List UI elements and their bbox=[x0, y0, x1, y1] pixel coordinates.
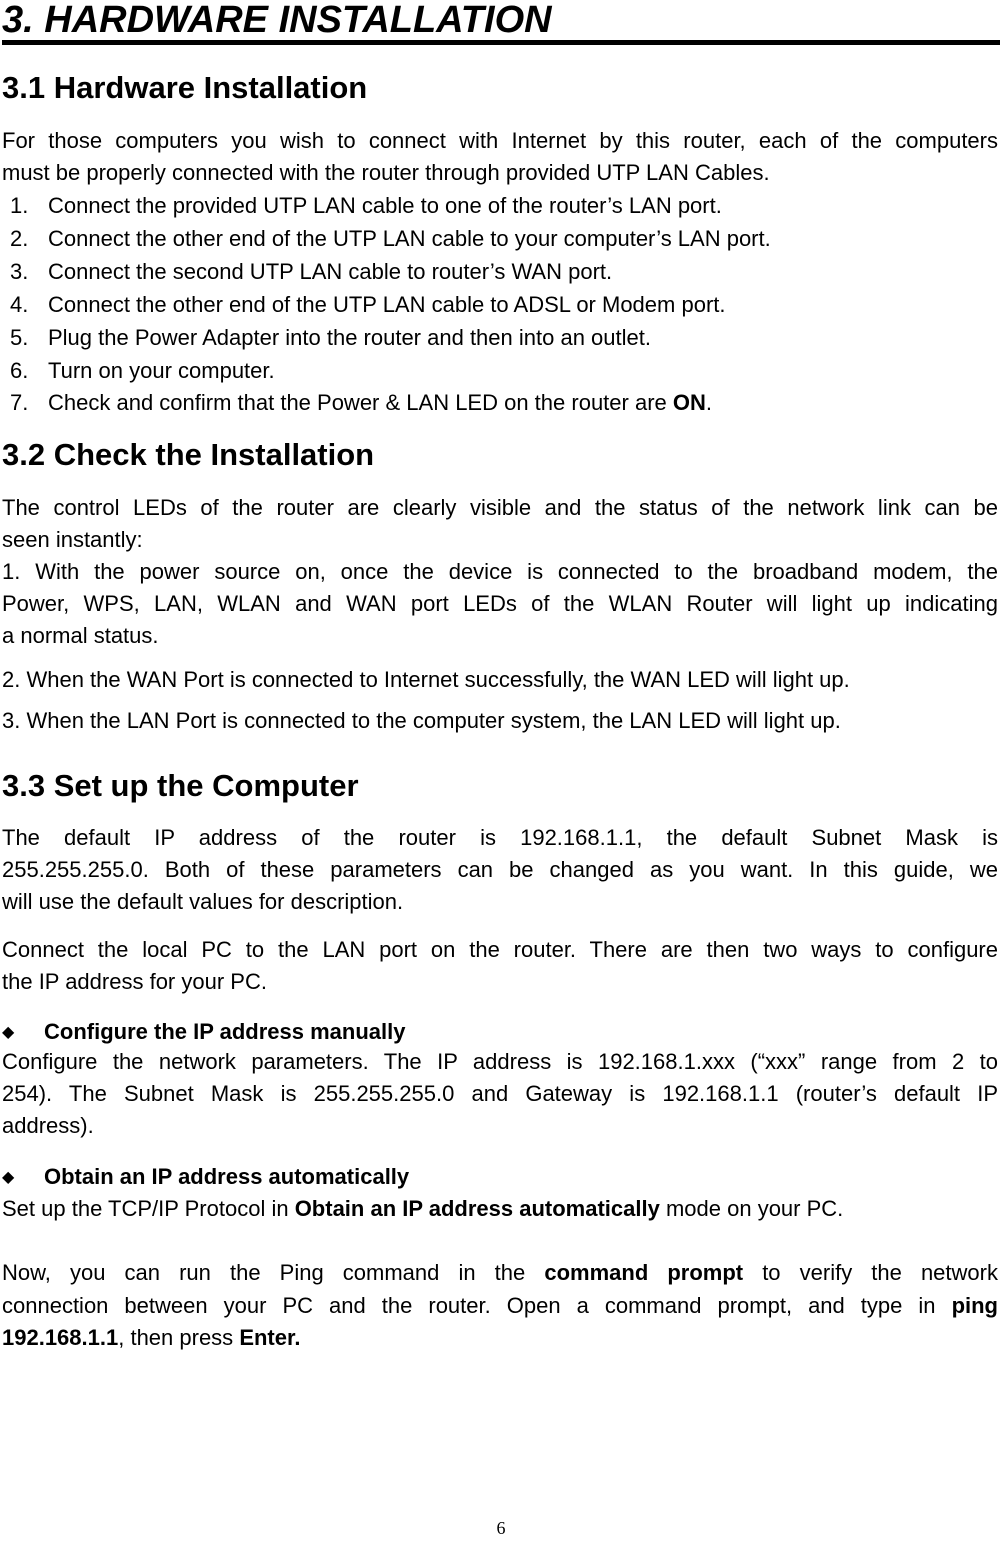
s33-p1-line1: The default IP address of the router is 192.168.1.1, the default Subnet Mask is bbox=[2, 825, 998, 850]
step-item: 2. Connect the other end of the UTP LAN cable to your computer’s LAN port. bbox=[10, 226, 771, 251]
s33-p2-line2: the IP address for your PC. bbox=[2, 969, 267, 994]
chapter-title: 3. HARDWARE INSTALLATION bbox=[2, 0, 1000, 45]
step-item: 3. Connect the second UTP LAN cable to router’s WAN port. bbox=[10, 259, 613, 284]
page-number: 6 bbox=[496, 1518, 506, 1538]
diamond-bullet-icon: ◆ bbox=[2, 1024, 15, 1041]
bullet-manual: ◆ Configure the IP address manually bbox=[2, 1016, 405, 1049]
step-item: 4. Connect the other end of the UTP LAN cable to ADSL or Modem port. bbox=[10, 292, 726, 317]
section-heading-3-2: 3.2 Check the Installation bbox=[2, 437, 375, 472]
s33-p2-line1: Connect the local PC to the LAN port on the router. There are then two ways to configure bbox=[2, 937, 998, 962]
s33-p1-line2: 255.255.255.0. Both of these parameters can be changed as you want. In this guide, we bbox=[2, 857, 998, 882]
ping-line1: Now, you can run the Ping command in the command prompt to verify the network bbox=[2, 1260, 998, 1285]
s32-p1-line2: seen instantly: bbox=[2, 527, 143, 552]
manual-line3: address). bbox=[2, 1113, 94, 1138]
auto-line: Set up the TCP/IP Protocol in Obtain an IP address automatically mode on your PC. bbox=[2, 1196, 844, 1221]
step-item: 5. Plug the Power Adapter into the router and then into an outlet. bbox=[10, 325, 651, 350]
s32-p1-line1: The control LEDs of the router are clearly visible and the status of the network link can be bbox=[2, 495, 998, 520]
s32-item1-line3: a normal status. bbox=[2, 623, 159, 648]
diamond-bullet-icon: ◆ bbox=[2, 1169, 15, 1186]
s31-intro-line2: must be properly connected with the router through provided UTP LAN Cables. bbox=[2, 160, 770, 185]
section-heading-3-1: 3.1 Hardware Installation bbox=[2, 70, 368, 105]
s32-item2: 2. When the WAN Port is connected to Internet successfully, the WAN LED will light up. bbox=[2, 667, 850, 692]
ping-line2: connection between your PC and the router. Open a command prompt, and type in ping bbox=[2, 1293, 998, 1318]
step-item: 7. Check and confirm that the Power & LAN LED on the router are ON. bbox=[10, 390, 712, 415]
bullet-auto: ◆ Obtain an IP address automatically bbox=[2, 1161, 409, 1194]
manual-line1: Configure the network parameters. The IP address is 192.168.1.xxx (“xxx” range from 2 to bbox=[2, 1049, 998, 1074]
s31-intro-line1: For those computers you wish to connect with Internet by this router, each of the computers bbox=[2, 128, 998, 153]
s32-item1-line1: 1. With the power source on, once the device is connected to the broadband modem, the bbox=[2, 559, 998, 584]
ping-line3: 192.168.1.1, then press Enter. bbox=[2, 1325, 301, 1350]
s33-p1-line3: will use the default values for description. bbox=[2, 889, 404, 914]
section-heading-3-3: 3.3 Set up the Computer bbox=[2, 768, 359, 803]
s32-item1-line2: Power, WPS, LAN, WLAN and WAN port LEDs of the WLAN Router will light up indicating bbox=[2, 591, 998, 616]
step-item: 1. Connect the provided UTP LAN cable to one of the router’s LAN port. bbox=[10, 193, 722, 218]
manual-line2: 254). The Subnet Mask is 255.255.255.0 and Gateway is 192.168.1.1 (router’s default IP bbox=[2, 1081, 998, 1106]
step-item: 6. Turn on your computer. bbox=[10, 358, 275, 383]
s32-item3: 3. When the LAN Port is connected to the computer system, the LAN LED will light up. bbox=[2, 708, 841, 733]
